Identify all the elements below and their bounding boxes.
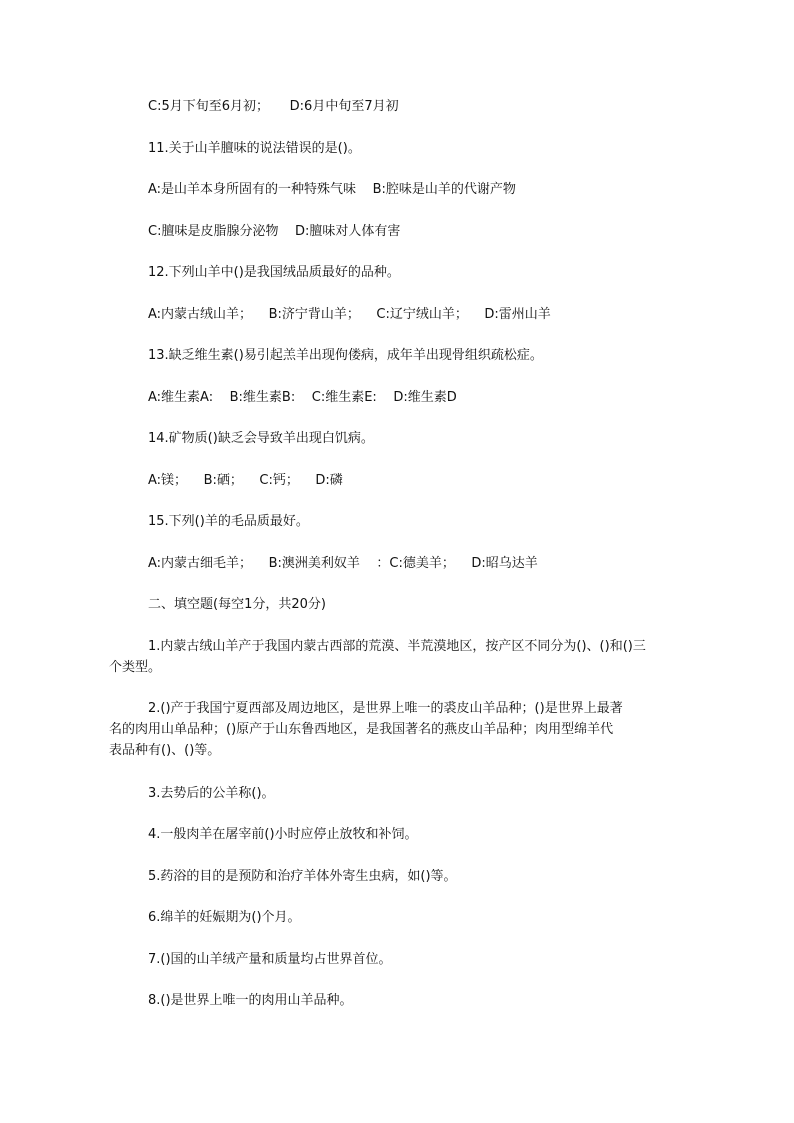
question-15: 15.下列()羊的毛品质最好。 [148,514,309,529]
fill-question-2-line: 名的肉用山单品种；()原产于山东鲁西地区，是我国著名的燕皮山羊品种；肉用型绵羊代 [109,722,614,737]
option-line: A:维生素A: B:维生素B: C:维生素E: D:维生素D [148,390,457,405]
fill-question-2 [109,698,709,761]
fill-question-6: 6.绵羊的妊娠期为()个月。 [148,910,301,925]
fill-question-1-line: 个类型。 [109,660,162,675]
fill-question-8: 8.()是世界上唯一的肉用山羊品种。 [148,993,353,1008]
question-13: 13.缺乏维生素()易引起羔羊出现佝偻病，成年羊出现骨组织疏松症。 [148,348,543,363]
section-heading: 二、填空题(每空1分，共20分) [148,597,326,612]
fill-question-2-line: 2.()产于我国宁夏西部及周边地区，是世界上唯一的裘皮山羊品种；()是世界上最著 [148,701,623,716]
question-11: 11.关于山羊膻味的说法错误的是()。 [148,141,361,156]
option-line: C:膻味是皮脂腺分泌物 D:膻味对人体有害 [148,224,401,239]
option-line: C:5月下旬至6月初； D:6月中旬至7月初 [148,99,399,114]
option-line: A:内蒙古细毛羊； B:澳洲美利奴羊 ：C:德美羊； D:昭乌达羊 [148,556,538,571]
option-line: A:是山羊本身所固有的一种特殊气味 B:腔味是山羊的代谢产物 [148,182,516,197]
option-line: A:镁； B:硒； C:钙； D:磷 [148,473,343,488]
fill-question-1-line: 1.内蒙古绒山羊产于我国内蒙古西部的荒漠、半荒漠地区，按产区不同分为()、()和()三 [148,639,646,654]
fill-question-3: 3.去势后的公羊称()。 [148,786,275,801]
fill-question-7: 7.()国的山羊绒产量和质量均占世界首位。 [148,952,392,967]
fill-question-2-line: 表品种有()、()等。 [109,743,221,758]
fill-question-4: 4.一般肉羊在屠宰前()小时应停止放牧和补饲。 [148,827,418,842]
question-14: 14.矿物质()缺乏会导致羊出现白饥病。 [148,431,374,446]
fill-question-5: 5.药浴的目的是预防和治疗羊体外寄生虫病，如()等。 [148,869,457,884]
fill-question-1 [109,636,709,678]
question-12: 12.下列山羊中()是我国绒品质最好的品种。 [148,265,400,280]
option-line: A:内蒙古绒山羊； B:济宁背山羊； C:辽宁绒山羊； D:雷州山羊 [148,307,551,322]
